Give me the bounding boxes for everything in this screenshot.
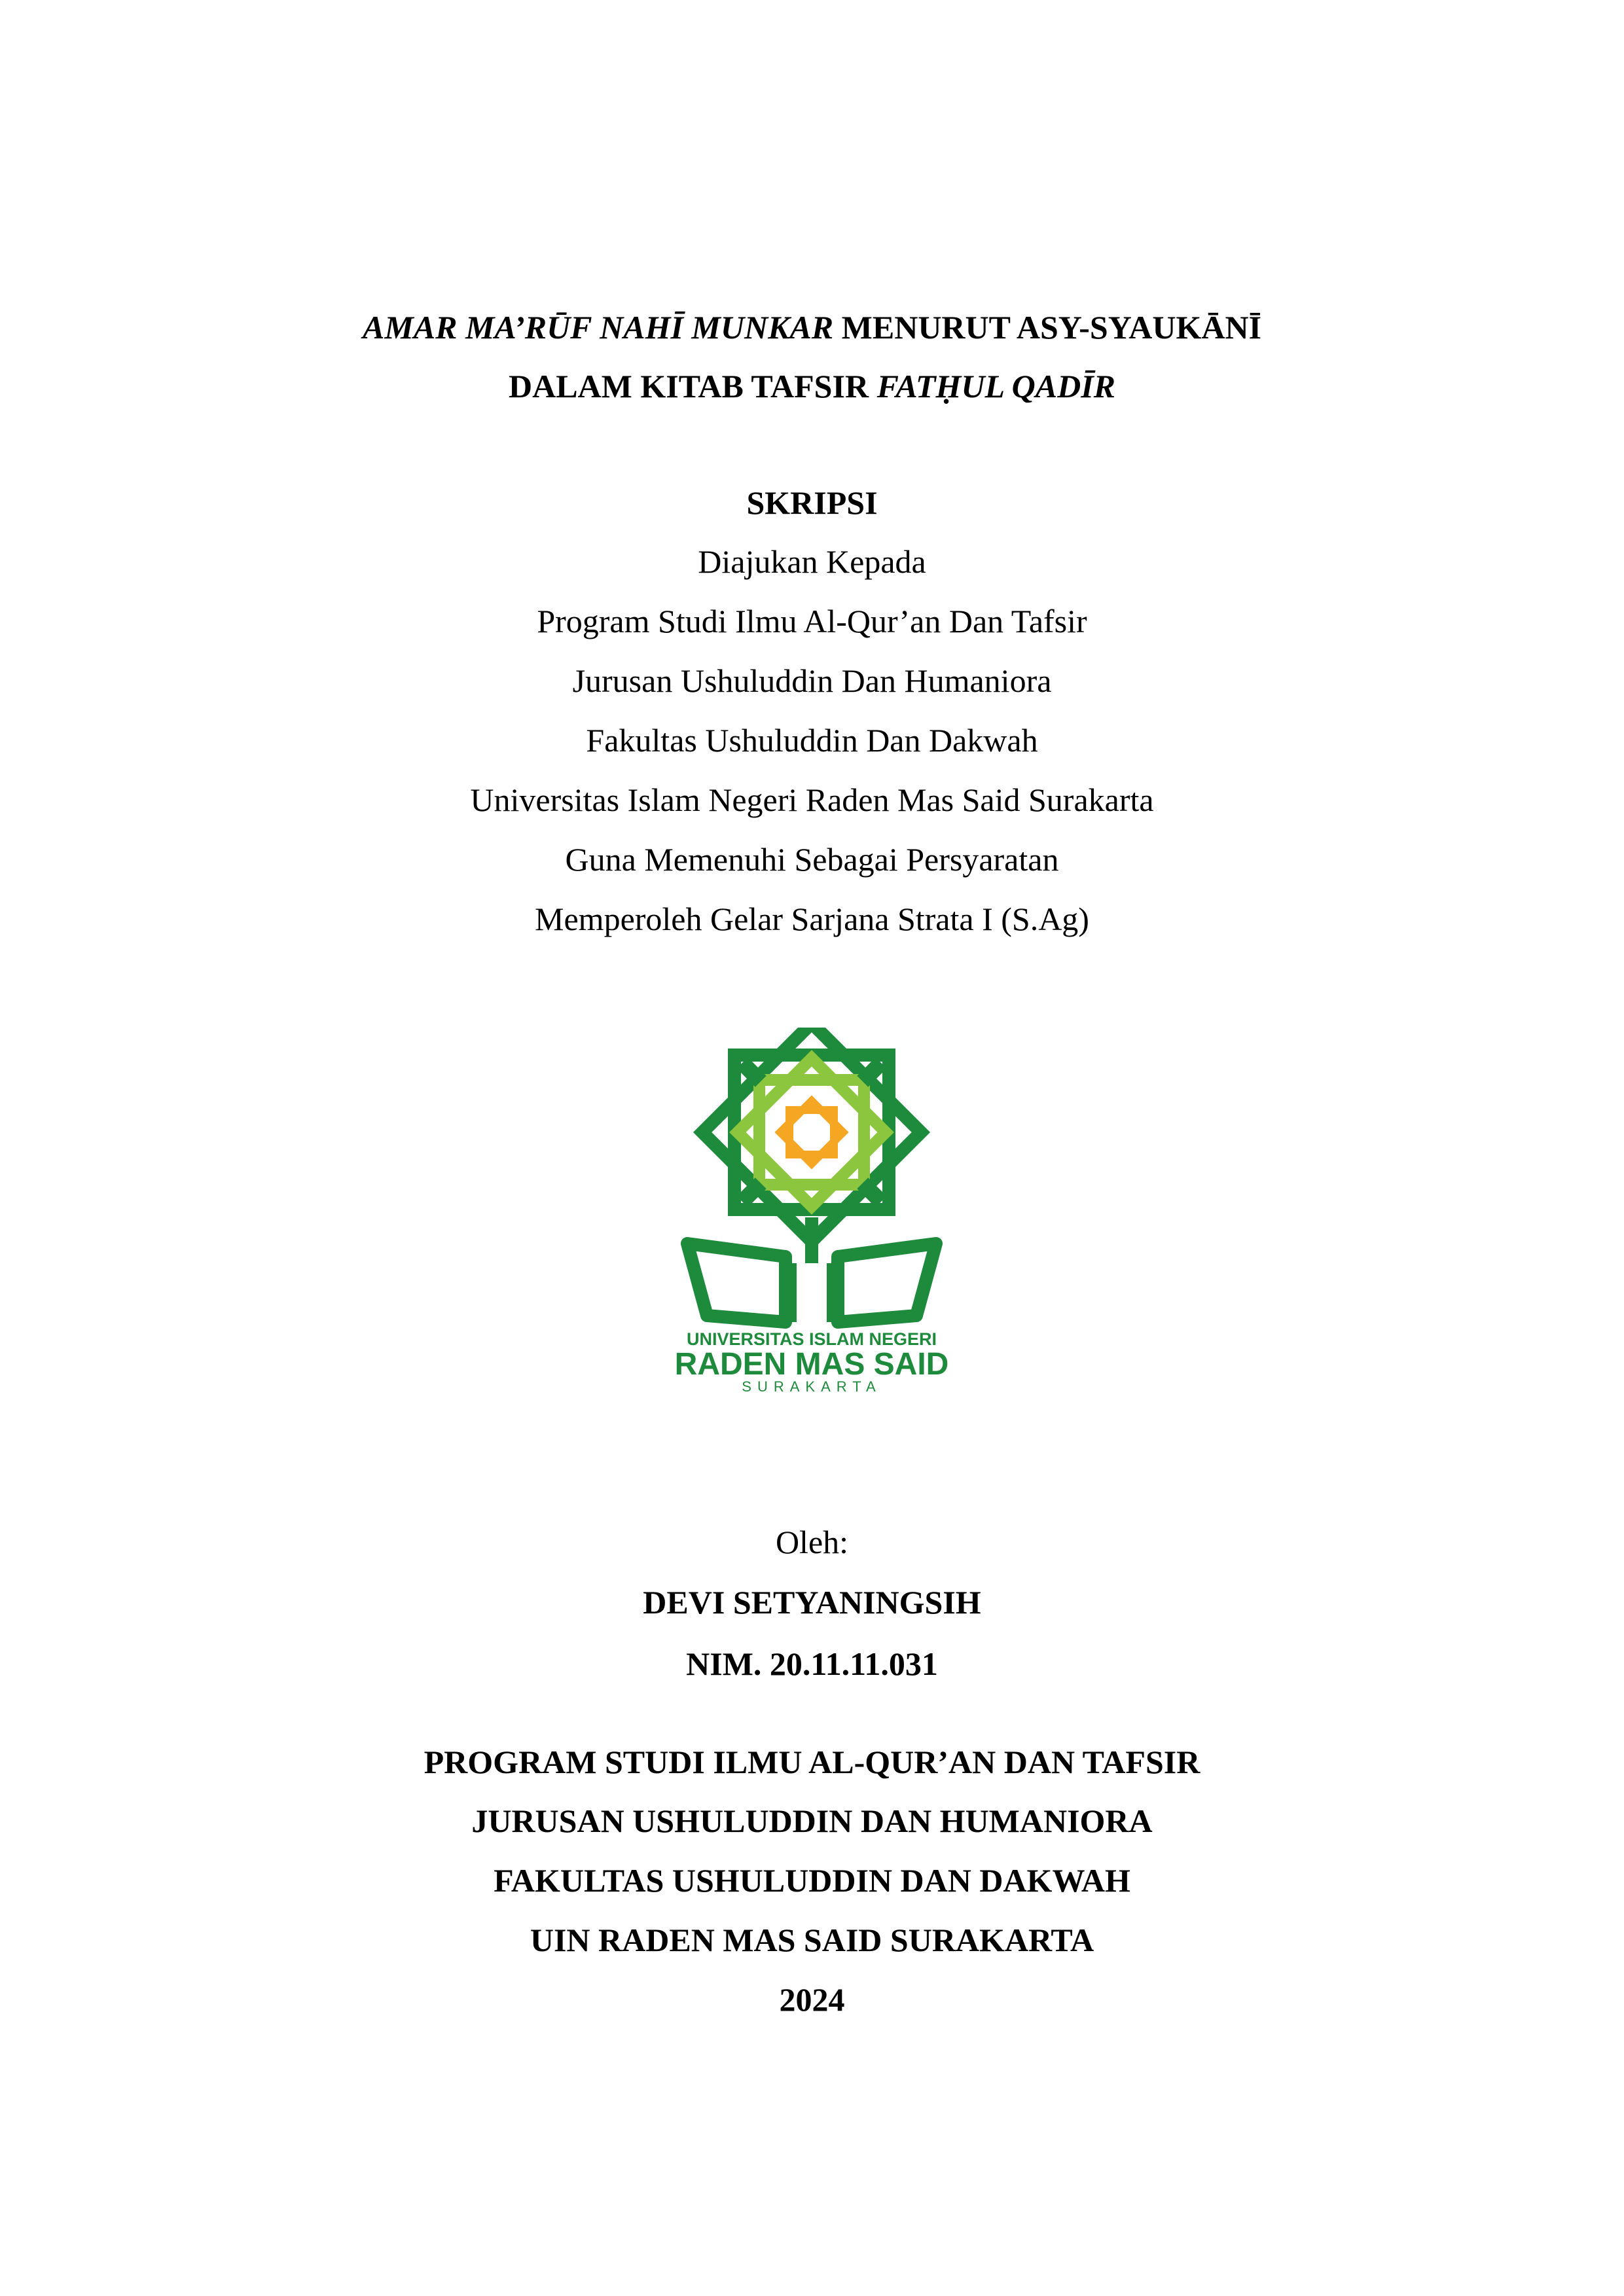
author-name: DEVI SETYANINGSIH — [643, 1584, 981, 1621]
student-id: NIM. 20.11.11.031 — [686, 1645, 938, 1682]
logo-text-line-1: UNIVERSITAS ISLAM NEGERI — [686, 1329, 937, 1349]
submission-line: Diajukan Kepada — [698, 543, 926, 580]
thesis-title-line-1 — [0, 308, 1624, 347]
thesis-title-regular-part: DALAM KITAB TAFSIR — [508, 368, 877, 404]
thesis-title-italic-part: FATḤUL QADĪR — [876, 368, 1116, 404]
university-logo — [674, 1028, 949, 1394]
year: 2024 — [779, 1981, 845, 2018]
institution-line: JURUSAN USHULUDDIN DAN HUMANIORA — [471, 1803, 1153, 1839]
thesis-title-italic-part: AMAR MA’RŪF NAHĪ MUNKAR — [362, 309, 834, 346]
document-type: SKRIPSI — [746, 484, 878, 521]
submission-line: Guna Memenuhi Sebagai Persyaratan — [565, 841, 1059, 878]
uin-raden-mas-said-logo-icon — [674, 1028, 949, 1394]
thesis-title-line-2 — [0, 367, 1624, 406]
by-label: Oleh: — [775, 1524, 849, 1560]
institution-line: UIN RADEN MAS SAID SURAKARTA — [530, 1922, 1094, 1958]
submission-line: Jurusan Ushuluddin Dan Humaniora — [572, 662, 1052, 699]
thesis-title-regular-part: MENURUT ASY-SYAUKĀNĪ — [833, 309, 1262, 346]
institution-line: FAKULTAS USHULUDDIN DAN DAKWAH — [494, 1862, 1130, 1899]
submission-line: Memperoleh Gelar Sarjana Strata I (S.Ag) — [535, 901, 1089, 937]
submission-line: Program Studi Ilmu Al-Qur’an Dan Tafsir — [537, 603, 1087, 639]
submission-line: Universitas Islam Negeri Raden Mas Said Surakarta — [470, 781, 1154, 818]
logo-text-line-2: RADEN MAS SAID — [674, 1347, 949, 1382]
logo-text-line-3: SURAKARTA — [742, 1378, 882, 1394]
submission-line: Fakultas Ushuluddin Dan Dakwah — [586, 722, 1038, 759]
institution-line: PROGRAM STUDI ILMU AL-QUR’AN DAN TAFSIR — [424, 1744, 1200, 1780]
